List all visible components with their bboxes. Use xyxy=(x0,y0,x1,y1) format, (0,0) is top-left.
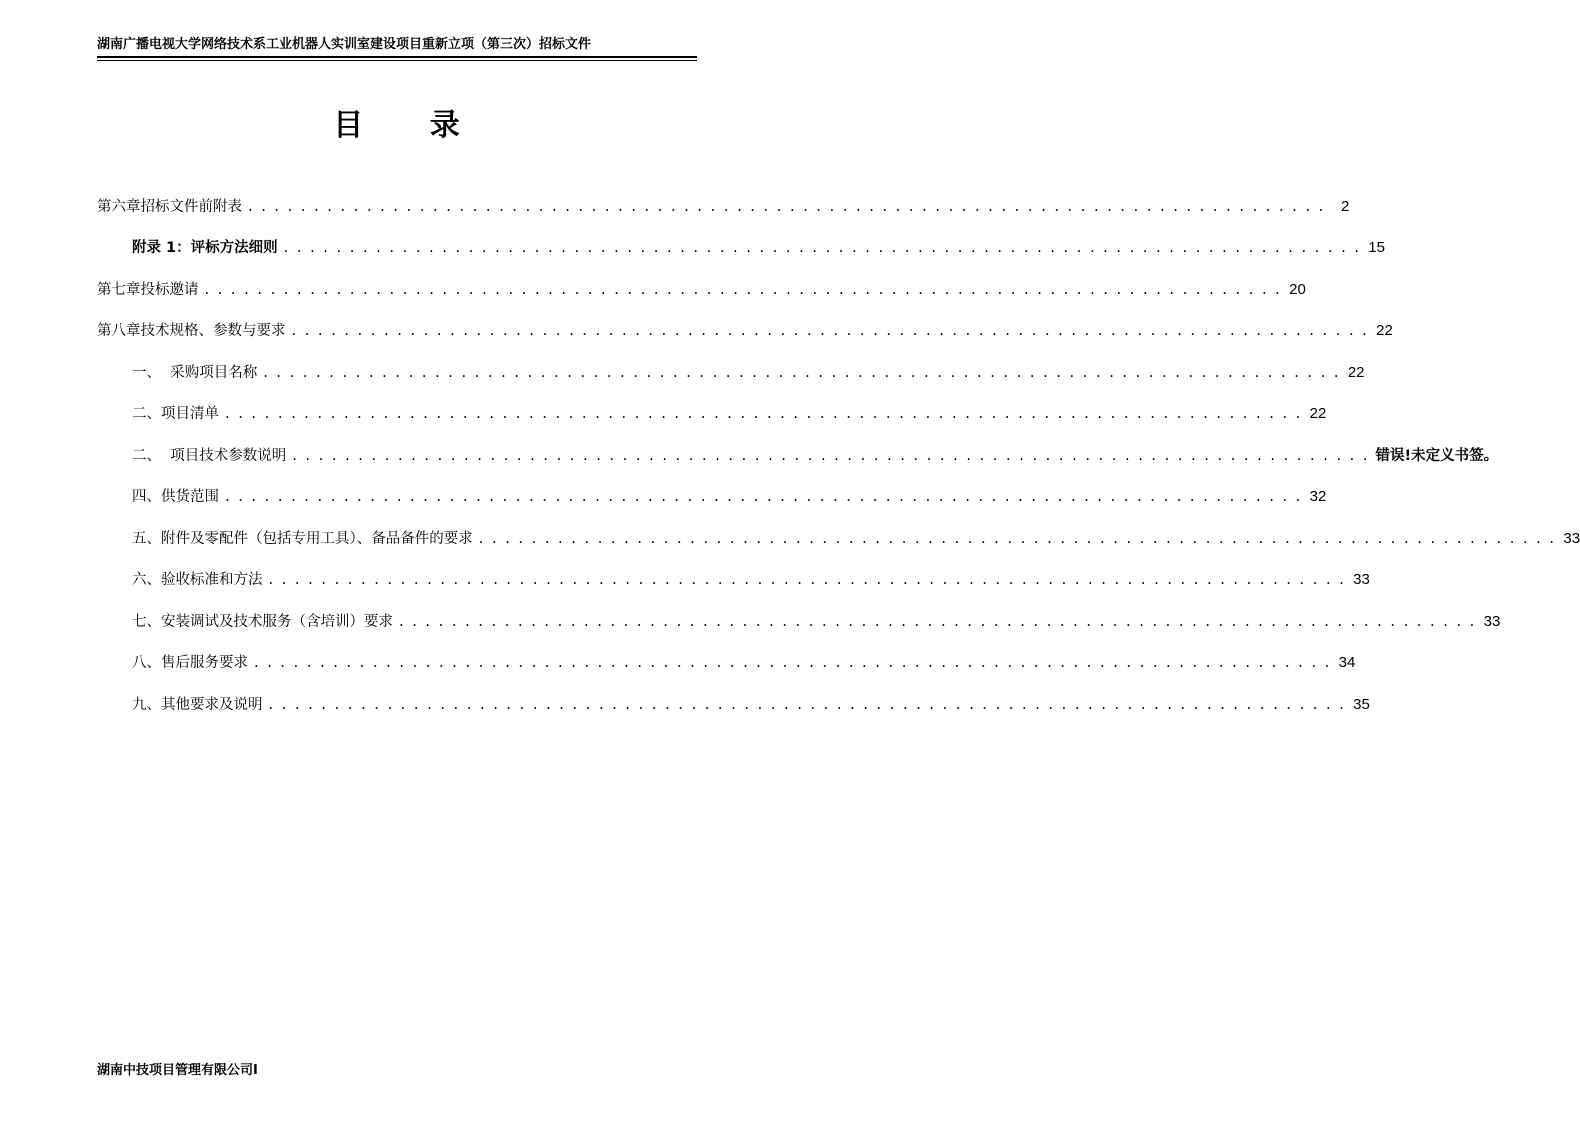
toc-entry-label: 四、供货范围 xyxy=(132,489,219,505)
toc-leader-dots: . . . . . . . . . . . . . . . . . . . . . . . . . . . . . . . . . . . . . . . . . . . . . . . . . . . . . . . . . . . . . . . . . . . . . . . . . . . . . . . . . . xyxy=(478,531,1557,547)
toc-title: 目 录 xyxy=(333,108,488,143)
toc-entry-chapter-7[interactable] xyxy=(97,278,1306,302)
document-footer: 湖南中技项目管理有限公司I xyxy=(97,1063,258,1078)
toc-entry-label: 六、验收标准和方法 xyxy=(132,572,263,588)
toc-entry-chapter-8[interactable] xyxy=(97,319,1393,343)
toc-entry-page: 33 xyxy=(1483,613,1501,630)
toc-entry-page: 32 xyxy=(1309,488,1327,505)
toc-entry-label: 二、项目清单 xyxy=(132,406,219,422)
toc-leader-dots: . . . . . . . . . . . . . . . . . . . . . . . . . . . . . . . . . . . . . . . . . . . . . . . . . . . . . . . . . . . . . . . . . . . . . . . . . . . . . . . . . . xyxy=(283,240,1361,256)
toc-entry-page: 33 xyxy=(1563,530,1580,547)
toc-entry-section-2[interactable] xyxy=(132,402,1327,426)
toc-leader-dots: . . . . . . . . . . . . . . . . . . . . . . . . . . . . . . . . . . . . . . . . . . . . . . . . . . . . . . . . . . . . . . . . . . . . . . . . . . . . . . . . . . xyxy=(225,406,1303,422)
toc-entry-page: 20 xyxy=(1289,281,1306,298)
toc-entry-label: 八、售后服务要求 xyxy=(132,655,248,671)
toc-entry-page: 15 xyxy=(1368,239,1385,256)
toc-leader-dots: . . . . . . . . . . . . . . . . . . . . . . . . . . . . . . . . . . . . . . . . . . . . . . . . . . . . . . . . . . . . . . . . . . . . . . . . . . . . . . . . . . xyxy=(268,572,1346,588)
toc-leader-dots: . . . . . . . . . . . . . . . . . . . . . . . . . . . . . . . . . . . . . . . . . . . . . . . . . . . . . . . . . . . . . . . . . . . . . . . . . . . . . . . . . . xyxy=(292,448,1370,464)
toc-entry-section-5[interactable] xyxy=(132,527,1580,551)
toc-entry-page: 35 xyxy=(1353,696,1370,713)
toc-entry-section-1[interactable] xyxy=(132,361,1365,385)
toc-entry-page: 22 xyxy=(1347,364,1365,381)
toc-entry-page-error: 错误!未定义书签。 xyxy=(1375,448,1499,464)
header-rule-thin xyxy=(97,60,697,61)
toc-leader-dots: . . . . . . . . . . . . . . . . . . . . . . . . . . . . . . . . . . . . . . . . . . . . . . . . . . . . . . . . . . . . . . . . . . . . . . . . . . . . . . . . . . xyxy=(263,365,1341,381)
toc-entry-section-3[interactable] xyxy=(132,444,1499,468)
toc-entry-label: 第六章招标文件前附表 xyxy=(97,199,242,215)
toc-entry-page: 22 xyxy=(1376,322,1393,339)
toc-entry-section-7[interactable] xyxy=(132,610,1501,634)
toc-leader-dots: . . . . . . . . . . . . . . . . . . . . . . . . . . . . . . . . . . . . . . . . . . . . . . . . . . . . . . . . . . . . . . . . . . . . . . . . . . . . . . . . . . xyxy=(268,697,1346,713)
toc-entry-page: 34 xyxy=(1338,654,1356,671)
toc-entry-label: 附录 1：评标方法细则 xyxy=(132,240,278,256)
toc-entry-label: 九、其他要求及说明 xyxy=(132,697,263,713)
toc-entry-section-9[interactable] xyxy=(132,693,1370,717)
toc-entry-page: 22 xyxy=(1309,405,1327,422)
header-rule xyxy=(97,56,697,58)
toc-leader-dots: . . . . . . . . . . . . . . . . . . . . . . . . . . . . . . . . . . . . . . . . . . . . . . . . . . . . . . . . . . . . . . . . . . . . . . . . . . . . . . . . . . xyxy=(291,323,1369,339)
toc-entry-chapter-6[interactable] xyxy=(97,195,1350,219)
toc-leader-dots: . . . . . . . . . . . . . . . . . . . . . . . . . . . . . . . . . . . . . . . . . . . . . . . . . . . . . . . . . . . . . . . . . . . . . . . . . . . . . . . . . . xyxy=(225,489,1303,505)
toc-entry-label: 第七章投标邀请 xyxy=(97,282,199,298)
toc-leader-dots: . . . . . . . . . . . . . . . . . . . . . . . . . . . . . . . . . . . . . . . . . . . . . . . . . . . . . . . . . . . . . . . . . . . . . . . . . . . . . . . . . . xyxy=(399,614,1477,630)
toc-entry-appendix-1[interactable] xyxy=(132,236,1385,260)
toc-entry-section-4[interactable] xyxy=(132,485,1327,509)
toc-entry-section-8[interactable] xyxy=(132,651,1356,675)
toc-entry-label: 一、 采购项目名称 xyxy=(132,365,258,381)
toc-leader-dots: . . . . . . . . . . . . . . . . . . . . . . . . . . . . . . . . . . . . . . . . . . . . . . . . . . . . . . . . . . . . . . . . . . . . . . . . . . . . . . . . . . xyxy=(254,655,1332,671)
toc-entry-label: 二、 项目技术参数说明 xyxy=(132,448,287,464)
toc-entry-section-6[interactable] xyxy=(132,568,1370,592)
toc-entry-page: 2 xyxy=(1340,198,1350,215)
toc-leader-dots: . . . . . . . . . . . . . . . . . . . . . . . . . . . . . . . . . . . . . . . . . . . . . . . . . . . . . . . . . . . . . . . . . . . . . . . . . . . . . . . . . . xyxy=(248,199,1326,215)
toc-leader-dots: . . . . . . . . . . . . . . . . . . . . . . . . . . . . . . . . . . . . . . . . . . . . . . . . . . . . . . . . . . . . . . . . . . . . . . . . . . . . . . . . . . xyxy=(204,282,1282,298)
toc-entry-label: 第八章技术规格、参数与要求 xyxy=(97,323,286,339)
document-header: 湖南广播电视大学网络技术系工业机器人实训室建设项目重新立项（第三次）招标文件 xyxy=(97,37,592,52)
toc-entry-page: 33 xyxy=(1353,571,1370,588)
toc-entry-label: 五、附件及零配件（包括专用工具）、备品备件的要求 xyxy=(132,531,473,547)
toc-entry-label: 七、安装调试及技术服务（含培训）要求 xyxy=(132,614,393,630)
